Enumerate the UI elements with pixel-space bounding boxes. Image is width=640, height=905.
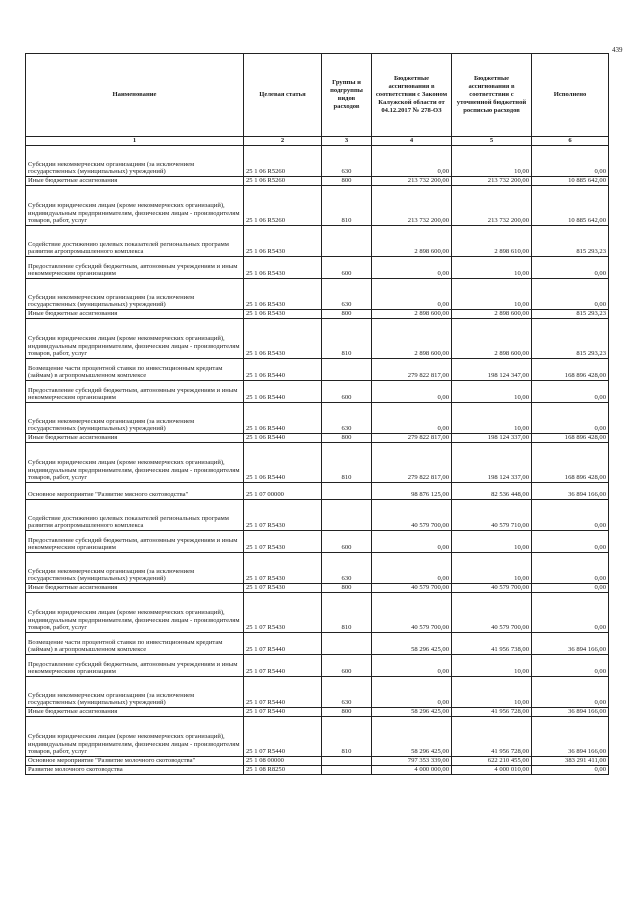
table-row xyxy=(26,310,609,319)
row-expense-group: 800 xyxy=(322,708,372,717)
table-row xyxy=(26,186,609,226)
row-executed-amount: 36 894 166,00 xyxy=(532,633,609,655)
table-row xyxy=(26,655,609,677)
row-name: Субсидии юридическим лицам (кроме некоммерческих организаций), индивидуальным предпринимателям, физическим лицам - производителям товаров, работ, услуг xyxy=(26,443,244,483)
table-row xyxy=(26,257,609,279)
row-name: Предоставление субсидий бюджетным, автономным учреждениям и иным некоммерческим организациям xyxy=(26,381,244,403)
table-row xyxy=(26,279,609,310)
row-refined-amount: 40 579 700,00 xyxy=(452,584,532,593)
row-refined-amount: 10,00 xyxy=(452,279,532,310)
row-refined-amount: 2 898 600,00 xyxy=(452,310,532,319)
row-target-article: 25 1 07 R5440 xyxy=(244,717,322,757)
header-executed: Исполнено xyxy=(532,54,609,137)
row-executed-amount: 36 894 166,00 xyxy=(532,717,609,757)
row-name: Развитие молочного скотоводства xyxy=(26,766,244,775)
row-refined-amount: 41 956 728,00 xyxy=(452,708,532,717)
row-target-article: 25 1 07 R5430 xyxy=(244,553,322,584)
row-law-amount: 213 732 200,00 xyxy=(372,177,452,186)
row-refined-amount: 10,00 xyxy=(452,146,532,177)
row-target-article: 25 1 08 R8250 xyxy=(244,766,322,775)
table-row xyxy=(26,633,609,655)
row-refined-amount: 213 732 200,00 xyxy=(452,177,532,186)
table-row xyxy=(26,553,609,584)
row-name: Субсидии некоммерческим организациям (за исключением государственных (муниципальных) учреждений) xyxy=(26,146,244,177)
row-name: Субсидии некоммерческим организациям (за исключением государственных (муниципальных) учреждений) xyxy=(26,403,244,434)
row-target-article: 25 1 06 R5440 xyxy=(244,403,322,434)
row-target-article: 25 1 06 R5260 xyxy=(244,177,322,186)
row-expense-group: 630 xyxy=(322,553,372,584)
row-name: Основное мероприятие "Развитие молочного скотоводства" xyxy=(26,757,244,766)
row-executed-amount: 0,00 xyxy=(532,381,609,403)
row-target-article: 25 1 07 00000 xyxy=(244,483,322,500)
row-expense-group xyxy=(322,633,372,655)
row-expense-group: 810 xyxy=(322,319,372,359)
header-row xyxy=(26,54,609,137)
row-law-amount: 0,00 xyxy=(372,677,452,708)
row-expense-group: 600 xyxy=(322,531,372,553)
table-row xyxy=(26,146,609,177)
row-executed-amount: 0,00 xyxy=(532,403,609,434)
row-target-article: 25 1 06 R5260 xyxy=(244,146,322,177)
row-executed-amount: 815 293,23 xyxy=(532,310,609,319)
row-target-article: 25 1 08 00000 xyxy=(244,757,322,766)
header-refined-allocations: Бюджетные ассигнования в соответствии с уточненной бюджетной росписью расходов xyxy=(452,54,532,137)
row-executed-amount: 0,00 xyxy=(532,677,609,708)
row-executed-amount: 36 894 166,00 xyxy=(532,708,609,717)
row-target-article: 25 1 06 R5260 xyxy=(244,186,322,226)
row-name: Иные бюджетные ассигнования xyxy=(26,584,244,593)
table-row xyxy=(26,757,609,766)
row-target-article: 25 1 07 R5440 xyxy=(244,655,322,677)
row-name: Предоставление субсидий бюджетным, автономным учреждениям и иным некоммерческим организациям xyxy=(26,655,244,677)
header-name: Наименование xyxy=(26,54,244,137)
row-law-amount: 98 876 125,00 xyxy=(372,483,452,500)
row-expense-group xyxy=(322,757,372,766)
budget-table xyxy=(25,53,609,775)
row-law-amount: 40 579 700,00 xyxy=(372,584,452,593)
table-row xyxy=(26,319,609,359)
row-name: Содействие достижению целевых показателей региональных программ развития агропромышленного комплекса xyxy=(26,500,244,531)
row-refined-amount: 10,00 xyxy=(452,531,532,553)
row-executed-amount: 0,00 xyxy=(532,257,609,279)
row-expense-group: 630 xyxy=(322,279,372,310)
row-refined-amount: 10,00 xyxy=(452,403,532,434)
table-row xyxy=(26,708,609,717)
row-refined-amount: 10,00 xyxy=(452,655,532,677)
row-law-amount: 0,00 xyxy=(372,403,452,434)
row-executed-amount: 0,00 xyxy=(532,500,609,531)
row-target-article: 25 1 07 R5430 xyxy=(244,593,322,633)
row-name: Субсидии юридическим лицам (кроме некоммерческих организаций), индивидуальным предпринимателям, физическим лицам - производителям товаров, работ, услуг xyxy=(26,186,244,226)
row-expense-group: 800 xyxy=(322,177,372,186)
row-law-amount: 0,00 xyxy=(372,553,452,584)
row-refined-amount: 2 898 610,00 xyxy=(452,226,532,257)
row-law-amount: 40 579 700,00 xyxy=(372,593,452,633)
row-expense-group xyxy=(322,500,372,531)
table-row xyxy=(26,483,609,500)
row-law-amount: 2 898 600,00 xyxy=(372,310,452,319)
row-executed-amount: 0,00 xyxy=(532,531,609,553)
row-refined-amount: 213 732 200,00 xyxy=(452,186,532,226)
row-law-amount: 58 296 425,00 xyxy=(372,708,452,717)
row-executed-amount: 383 291 411,00 xyxy=(532,757,609,766)
row-target-article: 25 1 06 R5430 xyxy=(244,319,322,359)
row-law-amount: 0,00 xyxy=(372,655,452,677)
row-refined-amount: 10,00 xyxy=(452,553,532,584)
row-refined-amount: 198 124 347,00 xyxy=(452,359,532,381)
row-law-amount: 797 353 339,00 xyxy=(372,757,452,766)
row-expense-group: 800 xyxy=(322,310,372,319)
row-executed-amount: 0,00 xyxy=(532,146,609,177)
row-name: Иные бюджетные ассигнования xyxy=(26,434,244,443)
row-target-article: 25 1 06 R5440 xyxy=(244,381,322,403)
table-row xyxy=(26,443,609,483)
table-row xyxy=(26,403,609,434)
row-target-article: 25 1 06 R5430 xyxy=(244,257,322,279)
row-law-amount: 2 898 600,00 xyxy=(372,226,452,257)
row-executed-amount: 0,00 xyxy=(532,584,609,593)
row-name: Иные бюджетные ассигнования xyxy=(26,177,244,186)
header-target-article: Целевая статья xyxy=(244,54,322,137)
row-target-article: 25 1 07 R5430 xyxy=(244,531,322,553)
row-executed-amount: 0,00 xyxy=(532,553,609,584)
table-row xyxy=(26,717,609,757)
row-law-amount: 58 296 425,00 xyxy=(372,633,452,655)
row-expense-group xyxy=(322,359,372,381)
table-row xyxy=(26,584,609,593)
row-target-article: 25 1 07 R5440 xyxy=(244,677,322,708)
table-row xyxy=(26,381,609,403)
row-law-amount: 58 296 425,00 xyxy=(372,717,452,757)
row-target-article: 25 1 06 R5430 xyxy=(244,226,322,257)
row-executed-amount: 10 885 642,00 xyxy=(532,186,609,226)
column-number: 5 xyxy=(452,137,532,146)
column-number: 1 xyxy=(26,137,244,146)
table-row xyxy=(26,226,609,257)
row-expense-group: 810 xyxy=(322,443,372,483)
row-refined-amount: 10,00 xyxy=(452,381,532,403)
row-executed-amount: 10 885 642,00 xyxy=(532,177,609,186)
row-executed-amount: 815 293,23 xyxy=(532,226,609,257)
row-law-amount: 279 822 817,00 xyxy=(372,434,452,443)
row-expense-group xyxy=(322,483,372,500)
row-law-amount: 40 579 700,00 xyxy=(372,500,452,531)
row-executed-amount: 815 293,23 xyxy=(532,319,609,359)
row-expense-group: 800 xyxy=(322,434,372,443)
row-name: Субсидии юридическим лицам (кроме некоммерческих организаций), индивидуальным предпринимателям, физическим лицам - производителям товаров, работ, услуг xyxy=(26,593,244,633)
row-refined-amount: 40 579 710,00 xyxy=(452,500,532,531)
row-name: Содействие достижению целевых показателей региональных программ развития агропромышленного комплекса xyxy=(26,226,244,257)
row-law-amount: 2 898 600,00 xyxy=(372,319,452,359)
row-law-amount: 0,00 xyxy=(372,381,452,403)
row-target-article: 25 1 06 R5430 xyxy=(244,310,322,319)
row-name: Возмещение части процентной ставки по инвестиционным кредитам (займам) в агропромышленном комплексе xyxy=(26,359,244,381)
header-expense-group: Группы и подгруппы видов расходов xyxy=(322,54,372,137)
table-row xyxy=(26,531,609,553)
row-name: Предоставление субсидий бюджетным, автономным учреждениям и иным некоммерческим организациям xyxy=(26,257,244,279)
row-expense-group: 630 xyxy=(322,403,372,434)
row-executed-amount: 168 896 428,00 xyxy=(532,443,609,483)
row-expense-group: 600 xyxy=(322,655,372,677)
row-executed-amount: 0,00 xyxy=(532,593,609,633)
row-name: Иные бюджетные ассигнования xyxy=(26,310,244,319)
row-name: Субсидии юридическим лицам (кроме некоммерческих организаций), индивидуальным предпринимателям, физическим лицам - производителям товаров, работ, услуг xyxy=(26,319,244,359)
row-law-amount: 0,00 xyxy=(372,257,452,279)
row-name: Иные бюджетные ассигнования xyxy=(26,708,244,717)
row-target-article: 25 1 06 R5440 xyxy=(244,359,322,381)
row-refined-amount: 4 000 010,00 xyxy=(452,766,532,775)
table-row xyxy=(26,766,609,775)
row-name: Субсидии некоммерческим организациям (за исключением государственных (муниципальных) учреждений) xyxy=(26,553,244,584)
column-number: 2 xyxy=(244,137,322,146)
row-executed-amount: 36 894 166,00 xyxy=(532,483,609,500)
row-target-article: 25 1 07 R5440 xyxy=(244,633,322,655)
table-row xyxy=(26,500,609,531)
table-row xyxy=(26,593,609,633)
row-expense-group: 600 xyxy=(322,381,372,403)
row-executed-amount: 0,00 xyxy=(532,766,609,775)
row-refined-amount: 622 210 455,00 xyxy=(452,757,532,766)
row-refined-amount: 82 536 448,00 xyxy=(452,483,532,500)
row-refined-amount: 198 124 337,00 xyxy=(452,443,532,483)
row-target-article: 25 1 07 R5430 xyxy=(244,500,322,531)
row-name: Возмещение части процентной ставки по инвестиционным кредитам (займам) в агропромышленном комплексе xyxy=(26,633,244,655)
row-law-amount: 0,00 xyxy=(372,531,452,553)
column-number: 6 xyxy=(532,137,609,146)
row-name: Субсидии некоммерческим организациям (за исключением государственных (муниципальных) учреждений) xyxy=(26,677,244,708)
row-refined-amount: 10,00 xyxy=(452,257,532,279)
row-refined-amount: 41 956 728,00 xyxy=(452,717,532,757)
row-law-amount: 0,00 xyxy=(372,146,452,177)
row-name: Субсидии юридическим лицам (кроме некоммерческих организаций), индивидуальным предпринимателям, физическим лицам - производителям товаров, работ, услуг xyxy=(26,717,244,757)
column-number: 4 xyxy=(372,137,452,146)
row-expense-group: 810 xyxy=(322,593,372,633)
row-expense-group xyxy=(322,226,372,257)
row-expense-group xyxy=(322,766,372,775)
row-law-amount: 279 822 817,00 xyxy=(372,359,452,381)
row-expense-group: 630 xyxy=(322,677,372,708)
row-name: Основное мероприятие "Развитие мясного скотоводства" xyxy=(26,483,244,500)
table-row xyxy=(26,177,609,186)
column-number: 3 xyxy=(322,137,372,146)
row-target-article: 25 1 06 R5440 xyxy=(244,443,322,483)
row-refined-amount: 41 956 738,00 xyxy=(452,633,532,655)
row-name: Субсидии некоммерческим организациям (за исключением государственных (муниципальных) учреждений) xyxy=(26,279,244,310)
row-expense-group: 800 xyxy=(322,584,372,593)
row-target-article: 25 1 06 R5430 xyxy=(244,279,322,310)
row-refined-amount: 10,00 xyxy=(452,677,532,708)
row-expense-group: 810 xyxy=(322,717,372,757)
row-expense-group: 630 xyxy=(322,146,372,177)
row-target-article: 25 1 07 R5440 xyxy=(244,708,322,717)
row-expense-group: 810 xyxy=(322,186,372,226)
row-expense-group: 600 xyxy=(322,257,372,279)
row-refined-amount: 198 124 337,00 xyxy=(452,434,532,443)
table-row xyxy=(26,359,609,381)
page-number: 439 xyxy=(612,46,623,54)
row-executed-amount: 168 896 428,00 xyxy=(532,359,609,381)
row-name: Предоставление субсидий бюджетным, автономным учреждениям и иным некоммерческим организациям xyxy=(26,531,244,553)
row-target-article: 25 1 06 R5440 xyxy=(244,434,322,443)
row-refined-amount: 40 579 700,00 xyxy=(452,593,532,633)
row-law-amount: 213 732 200,00 xyxy=(372,186,452,226)
row-target-article: 25 1 07 R5430 xyxy=(244,584,322,593)
row-law-amount: 279 822 817,00 xyxy=(372,443,452,483)
column-number-row xyxy=(26,137,609,146)
row-law-amount: 0,00 xyxy=(372,279,452,310)
row-refined-amount: 2 898 600,00 xyxy=(452,319,532,359)
header-law-allocations: Бюджетные ассигнования в соответствии с Законом Калужской области от 04.12.2017 № 278-ОЗ xyxy=(372,54,452,137)
row-law-amount: 4 000 000,00 xyxy=(372,766,452,775)
row-executed-amount: 0,00 xyxy=(532,655,609,677)
row-executed-amount: 168 896 428,00 xyxy=(532,434,609,443)
table-row xyxy=(26,677,609,708)
row-executed-amount: 0,00 xyxy=(532,279,609,310)
table-row xyxy=(26,434,609,443)
